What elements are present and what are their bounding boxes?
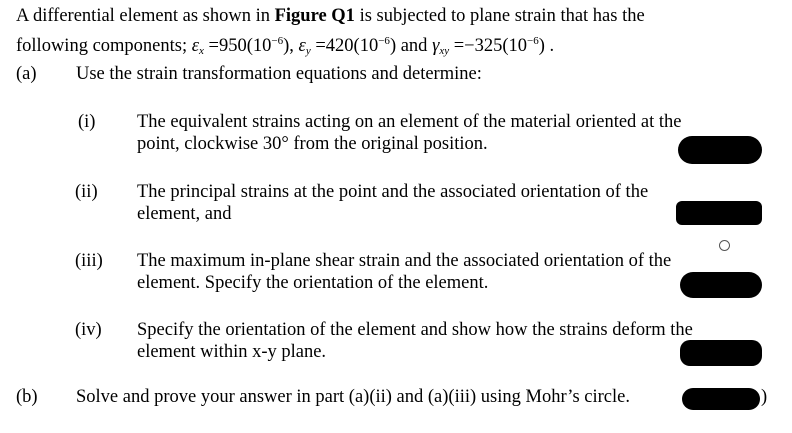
gamma-xy-exponent: −6 xyxy=(527,35,539,47)
epsilon-x-value: =950(10 xyxy=(203,36,272,56)
item-i-line-1: The equivalent strains acting on an element of the material oriented at the xyxy=(137,112,682,132)
item-iii-line-2: element. Specify the orientation of the element. xyxy=(137,273,489,293)
item-ii-number: (ii) xyxy=(75,182,98,202)
part-b-close-paren: ) xyxy=(761,387,768,407)
figure-reference: Figure Q1 xyxy=(274,6,355,26)
intro-text-b: is subjected to plane strain that has the xyxy=(354,6,645,26)
epsilon-y-close: ) and xyxy=(389,36,433,56)
epsilon-x-symbol: ε xyxy=(191,36,200,56)
epsilon-y-value: =420(10 xyxy=(310,36,379,56)
item-i-number: (i) xyxy=(78,112,96,132)
intro-text-a: A differential element as shown in xyxy=(16,6,275,26)
item-iii-line-1: The maximum in-plane shear strain and the associated orientation of the xyxy=(137,251,672,271)
item-iv-line-2: element within x-y plane. xyxy=(137,342,327,362)
intro-line-2 xyxy=(16,36,554,57)
redaction-mark-ii xyxy=(676,201,762,225)
intro-line-1 xyxy=(16,6,645,27)
small-circle-mark xyxy=(719,240,730,251)
item-ii-line-1: The principal strains at the point and the associated orientation of the xyxy=(137,182,649,202)
epsilon-y-symbol: ε xyxy=(298,36,306,56)
part-b-label: (b) xyxy=(16,387,38,407)
epsilon-x-exponent: −6 xyxy=(271,35,284,47)
redaction-mark-iii xyxy=(680,272,762,298)
redaction-mark-b xyxy=(682,388,760,410)
epsilon-y-subscript: y xyxy=(305,45,311,57)
part-a-label: (a) xyxy=(16,64,37,84)
epsilon-x-close: ), xyxy=(283,36,299,56)
part-b-text: Solve and prove your answer in part (a)(ii) and (a)(iii) using Mohr’s circle. xyxy=(76,387,630,407)
gamma-xy-symbol: γ xyxy=(432,36,440,56)
redaction-mark-iv xyxy=(680,340,762,366)
part-a-text: Use the strain transformation equations and determine: xyxy=(76,64,482,84)
epsilon-x-subscript: x xyxy=(199,45,204,57)
epsilon-y-exponent: −6 xyxy=(378,35,390,47)
gamma-xy-close: ) . xyxy=(538,36,555,56)
item-iii-number: (iii) xyxy=(75,251,103,271)
intro-prefix: following components; xyxy=(16,36,192,56)
redaction-mark-i xyxy=(678,136,762,164)
item-i-line-2: point, clockwise 30° from the original position. xyxy=(137,134,488,154)
item-ii-line-2: element, and xyxy=(137,204,232,224)
gamma-xy-value: =−325(10 xyxy=(449,36,528,56)
item-iv-number: (iv) xyxy=(75,320,102,340)
gamma-xy-subscript: xy xyxy=(439,45,450,57)
item-iv-line-1: Specify the orientation of the element and show how the strains deform the xyxy=(137,320,693,340)
